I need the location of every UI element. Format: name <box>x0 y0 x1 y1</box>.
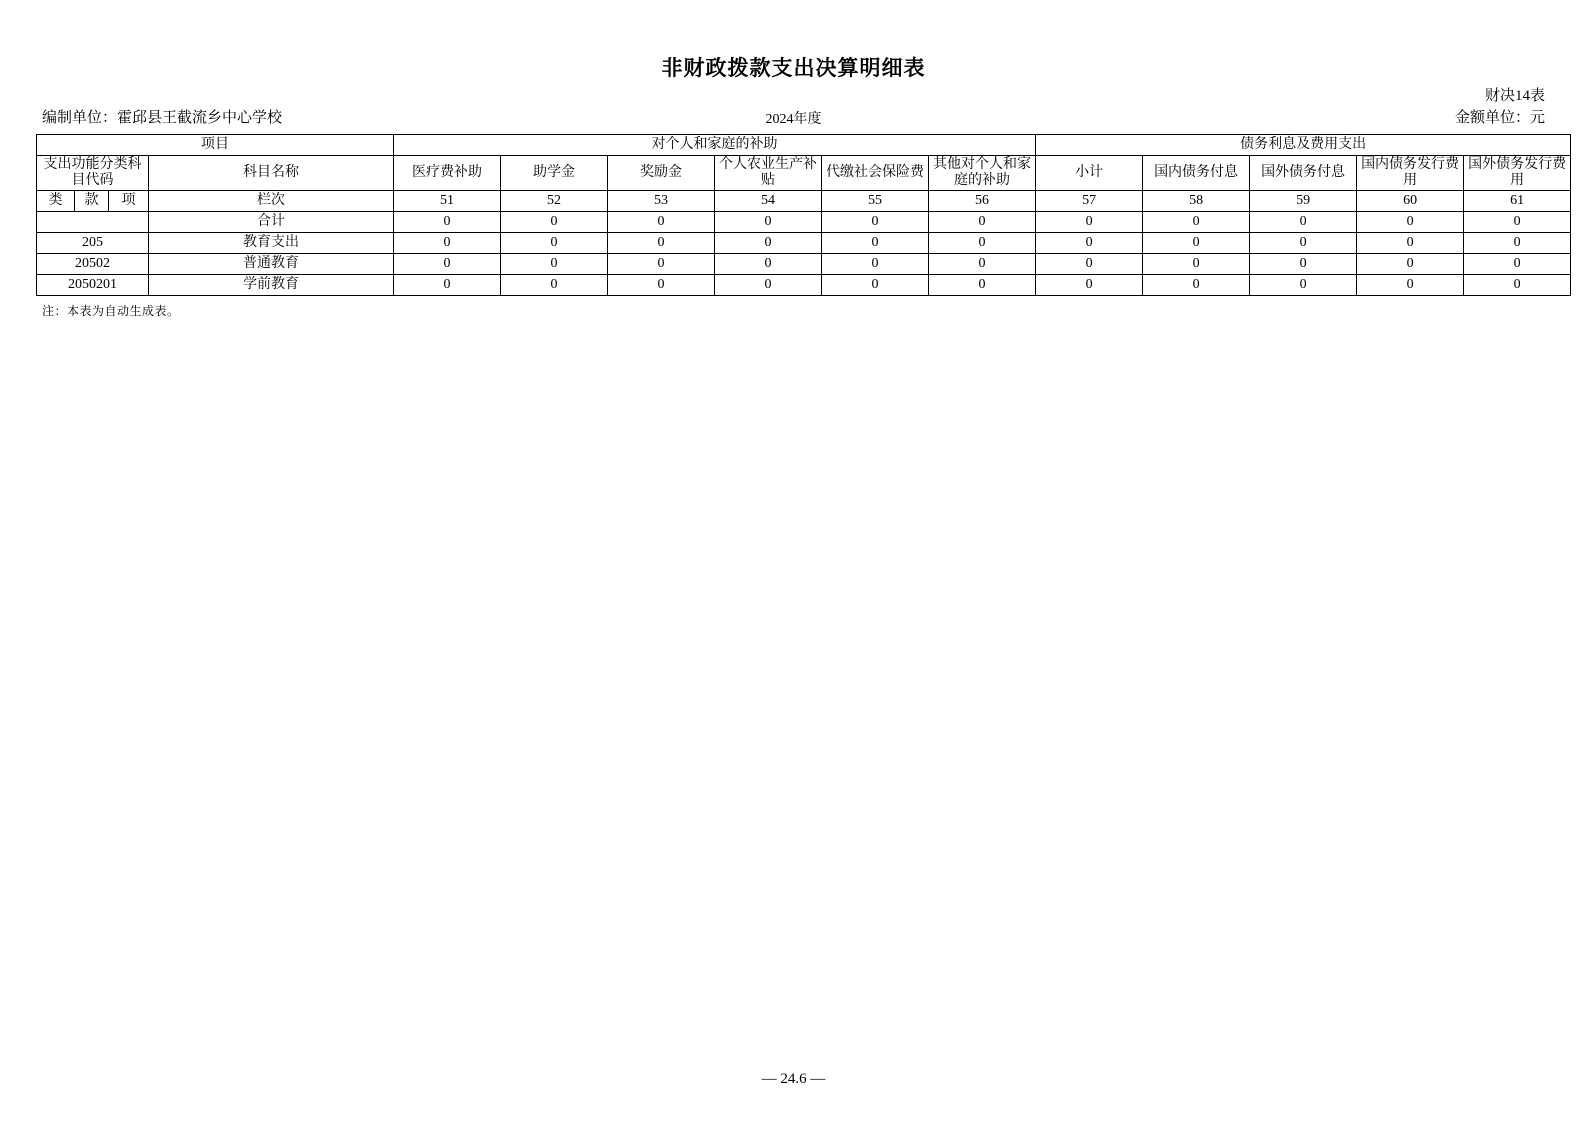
table-group-header-row <box>37 135 1571 156</box>
total-value-9: 0 <box>1357 212 1464 233</box>
row-0-value-0: 0 <box>394 233 501 254</box>
table-note: 注：本表为自动生成表。 <box>42 304 180 319</box>
header-col-8: 国外债务付息 <box>1250 156 1357 191</box>
header-col-3: 个人农业生产补贴 <box>715 156 822 191</box>
amount-unit: 金额单位：元 <box>1454 110 1545 126</box>
group-header-personal-family: 对个人和家庭的补助 <box>394 135 1036 156</box>
header-col-7: 国内债务付息 <box>1143 156 1250 191</box>
row-0-value-3: 0 <box>715 233 822 254</box>
header-col-1: 助学金 <box>501 156 608 191</box>
total-value-7: 0 <box>1143 212 1250 233</box>
row-2-value-5: 0 <box>929 275 1036 296</box>
header-col-2: 奖励金 <box>608 156 715 191</box>
table-row <box>37 233 1571 254</box>
row-1-value-2: 0 <box>608 254 715 275</box>
meta-row <box>36 88 1551 132</box>
row-2-value-10: 0 <box>1464 275 1571 296</box>
total-value-2: 0 <box>608 212 715 233</box>
header-col-4: 代缴社会保险费 <box>822 156 929 191</box>
total-value-8: 0 <box>1250 212 1357 233</box>
col-number-10: 61 <box>1464 191 1571 212</box>
col-number-7: 58 <box>1143 191 1250 212</box>
row-1-value-7: 0 <box>1143 254 1250 275</box>
total-value-3: 0 <box>715 212 822 233</box>
row-2-value-7: 0 <box>1143 275 1250 296</box>
header-code-item: 项 <box>109 191 149 212</box>
row-1-value-8: 0 <box>1250 254 1357 275</box>
row-code-2: 2050201 <box>37 275 149 296</box>
row-2-value-6: 0 <box>1036 275 1143 296</box>
col-number-8: 59 <box>1250 191 1357 212</box>
table-column-number-row <box>37 191 1571 212</box>
table-row <box>37 254 1571 275</box>
page-title: 非财政拨款支出决算明细表 <box>661 57 926 80</box>
row-1-value-1: 0 <box>501 254 608 275</box>
header-col-5: 其他对个人和家庭的补助 <box>929 156 1036 191</box>
row-1-value-0: 0 <box>394 254 501 275</box>
row-1-value-5: 0 <box>929 254 1036 275</box>
row-1-value-9: 0 <box>1357 254 1464 275</box>
total-value-1: 0 <box>501 212 608 233</box>
row-0-value-6: 0 <box>1036 233 1143 254</box>
row-2-value-2: 0 <box>608 275 715 296</box>
row-code-0: 205 <box>37 233 149 254</box>
compiling-unit: 编制单位：霍邱县王截流乡中心学校 <box>42 110 283 126</box>
row-2-value-4: 0 <box>822 275 929 296</box>
header-col-0: 医疗费补助 <box>394 156 501 191</box>
row-name-2: 学前教育 <box>149 275 394 296</box>
total-value-10: 0 <box>1464 212 1571 233</box>
table-row-total <box>37 212 1571 233</box>
row-1-value-3: 0 <box>715 254 822 275</box>
row-0-value-5: 0 <box>929 233 1036 254</box>
group-header-debt-interest: 债务利息及费用支出 <box>1036 135 1571 156</box>
row-1-value-10: 0 <box>1464 254 1571 275</box>
header-expenditure-code: 支出功能分类科目代码 <box>37 156 149 191</box>
col-number-4: 55 <box>822 191 929 212</box>
row-code-1: 20502 <box>37 254 149 275</box>
header-col-6: 小计 <box>1036 156 1143 191</box>
row-0-value-10: 0 <box>1464 233 1571 254</box>
col-number-3: 54 <box>715 191 822 212</box>
row-0-value-2: 0 <box>608 233 715 254</box>
header-subject-name: 科目名称 <box>149 156 394 191</box>
col-number-2: 53 <box>608 191 715 212</box>
table-code: 财决14表 <box>1484 88 1545 104</box>
total-value-6: 0 <box>1036 212 1143 233</box>
row-name-0: 教育支出 <box>149 233 394 254</box>
col-number-9: 60 <box>1357 191 1464 212</box>
total-value-4: 0 <box>822 212 929 233</box>
expenditure-table <box>36 134 1571 296</box>
header-code-class: 类 <box>37 191 75 212</box>
row-0-value-8: 0 <box>1250 233 1357 254</box>
col-number-6: 57 <box>1036 191 1143 212</box>
col-number-1: 52 <box>501 191 608 212</box>
group-header-project: 项目 <box>37 135 394 156</box>
row-2-value-1: 0 <box>501 275 608 296</box>
total-value-5: 0 <box>929 212 1036 233</box>
header-col-9: 国内债务发行费用 <box>1357 156 1464 191</box>
row-0-value-7: 0 <box>1143 233 1250 254</box>
fiscal-year: 2024年度 <box>765 112 822 127</box>
header-code-section: 款 <box>75 191 109 212</box>
row-0-value-9: 0 <box>1357 233 1464 254</box>
total-label: 合计 <box>149 212 394 233</box>
table-row <box>37 275 1571 296</box>
row-1-value-6: 0 <box>1036 254 1143 275</box>
page-footer: — 24.6 — <box>761 1071 826 1087</box>
total-value-0: 0 <box>394 212 501 233</box>
total-code-cell <box>37 212 149 233</box>
row-2-value-8: 0 <box>1250 275 1357 296</box>
row-0-value-4: 0 <box>822 233 929 254</box>
row-1-value-4: 0 <box>822 254 929 275</box>
row-2-value-3: 0 <box>715 275 822 296</box>
col-number-0: 51 <box>394 191 501 212</box>
header-row-label: 栏次 <box>149 191 394 212</box>
row-name-1: 普通教育 <box>149 254 394 275</box>
col-number-5: 56 <box>929 191 1036 212</box>
row-0-value-1: 0 <box>501 233 608 254</box>
row-2-value-0: 0 <box>394 275 501 296</box>
row-2-value-9: 0 <box>1357 275 1464 296</box>
header-col-10: 国外债务发行费用 <box>1464 156 1571 191</box>
